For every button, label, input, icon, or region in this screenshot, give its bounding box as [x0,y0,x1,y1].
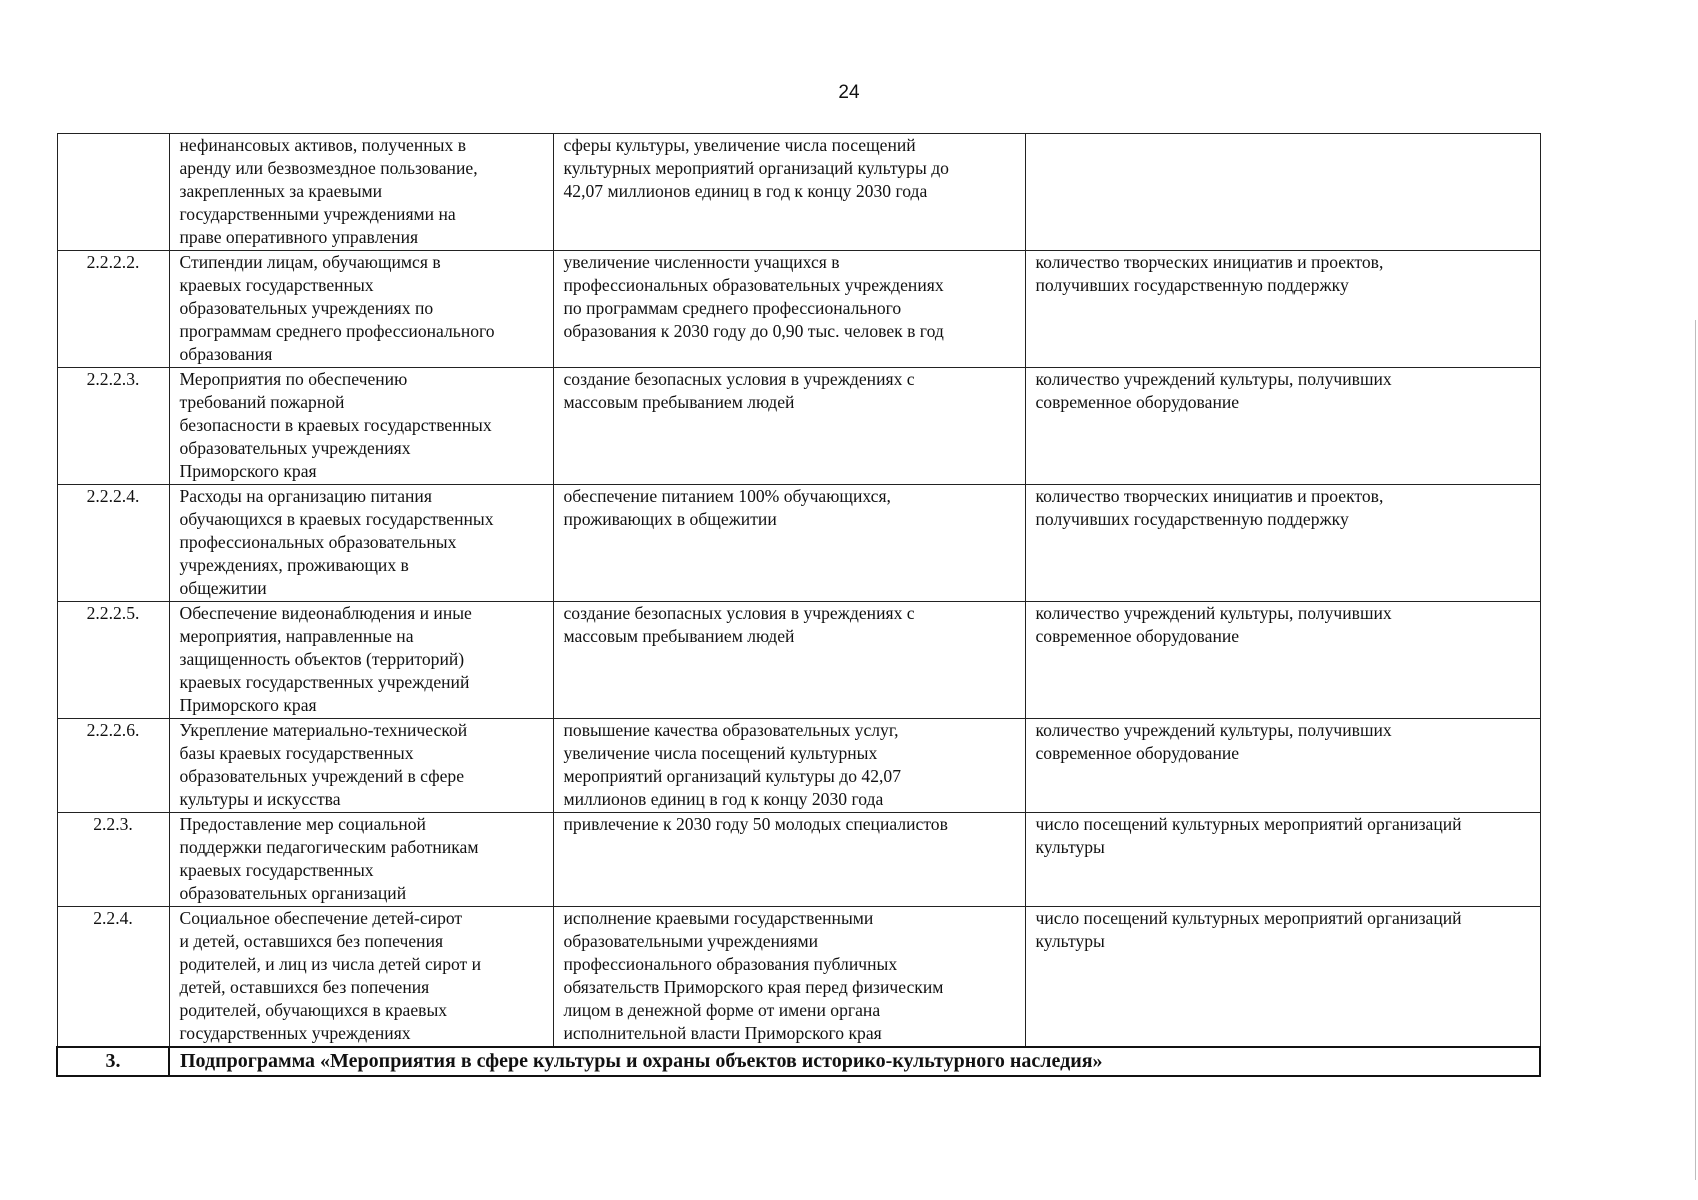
table-row [57,813,1540,907]
page-number: 24 [838,82,860,103]
indicator-cell: число посещений культурных мероприятий организаций культуры [1025,907,1540,1047]
indicator-cell [1025,134,1540,251]
activity-cell: Мероприятия по обеспечению требований пожарной безопасности в краевых государственных образовательных учреждениях Приморского края [169,368,553,485]
table-row [57,602,1540,719]
indicator-cell: количество учреждений культуры, получивших современное оборудование [1025,602,1540,719]
result-cell: увеличение численности учащихся в профессиональных образовательных учреждениях по программам среднего профессионального образования к 2030 году до 0,90 тыс. человек в год [553,251,1025,368]
table-row [57,134,1540,251]
activity-cell: Социальное обеспечение детей-сирот и детей, оставшихся без попечения родителей, и лиц из числа детей сирот и детей, оставшихся без попечения родителей, обучающихся в краевых государственных учреждениях [169,907,553,1047]
result-cell: исполнение краевыми государственными образовательными учреждениями профессионального образования публичных обязательств Приморского края перед физическим лицом в денежной форме от имени органа исполнительной власти Приморского края [553,907,1025,1047]
activity-cell: Предоставление мер социальной поддержки педагогическим работникам краевых государственных образовательных организаций [169,813,553,907]
scan-edge-line [1695,320,1696,1180]
subprogram-title: Подпрограмма «Мероприятия в сфере культуры и охраны объектов историко-культурного наследия» [169,1047,1540,1076]
row-number: 2.2.2.2. [57,251,169,368]
result-cell: сферы культуры, увеличение числа посещений культурных мероприятий организаций культуры до 42,07 миллионов единиц в год к концу 2030 года [553,134,1025,251]
row-number: 2.2.2.6. [57,719,169,813]
measures-table [56,133,1541,1077]
indicator-cell: число посещений культурных мероприятий организаций культуры [1025,813,1540,907]
row-number: 2.2.2.5. [57,602,169,719]
row-number: 2.2.3. [57,813,169,907]
subprogram-row [57,1047,1540,1076]
row-number: 2.2.2.3. [57,368,169,485]
result-cell: повышение качества образовательных услуг, увеличение числа посещений культурных мероприятий организаций культуры до 42,07 миллионов единиц в год к концу 2030 года [553,719,1025,813]
row-number: 2.2.4. [57,907,169,1047]
table-row [57,907,1540,1047]
subprogram-number: 3. [57,1047,169,1076]
result-cell: привлечение к 2030 году 50 молодых специалистов [553,813,1025,907]
activity-cell: Обеспечение видеонаблюдения и иные мероприятия, направленные на защищенность объектов (территорий) краевых государственных учреждений Приморского края [169,602,553,719]
table-row [57,719,1540,813]
indicator-cell: количество творческих инициатив и проектов, получивших государственную поддержку [1025,485,1540,602]
indicator-cell: количество творческих инициатив и проектов, получивших государственную поддержку [1025,251,1540,368]
row-number [57,134,169,251]
activity-cell: Расходы на организацию питания обучающихся в краевых государственных профессиональных образовательных учреждениях, проживающих в общежитии [169,485,553,602]
result-cell: создание безопасных условия в учреждениях с массовым пребыванием людей [553,368,1025,485]
row-number: 2.2.2.4. [57,485,169,602]
indicator-cell: количество учреждений культуры, получивших современное оборудование [1025,719,1540,813]
table-row [57,485,1540,602]
table-row [57,251,1540,368]
measures-table-container [56,133,1539,1077]
activity-cell: Укрепление материально-технической базы краевых государственных образовательных учреждений в сфере культуры и искусства [169,719,553,813]
result-cell: обеспечение питанием 100% обучающихся, проживающих в общежитии [553,485,1025,602]
result-cell: создание безопасных условия в учреждениях с массовым пребыванием людей [553,602,1025,719]
activity-cell: Стипендии лицам, обучающимся в краевых государственных образовательных учреждениях по программам среднего профессионального образования [169,251,553,368]
activity-cell: нефинансовых активов, полученных в аренду или безвозмездное пользование, закрепленных за краевыми государственными учреждениями на праве оперативного управления [169,134,553,251]
indicator-cell: количество учреждений культуры, получивших современное оборудование [1025,368,1540,485]
table-row [57,368,1540,485]
